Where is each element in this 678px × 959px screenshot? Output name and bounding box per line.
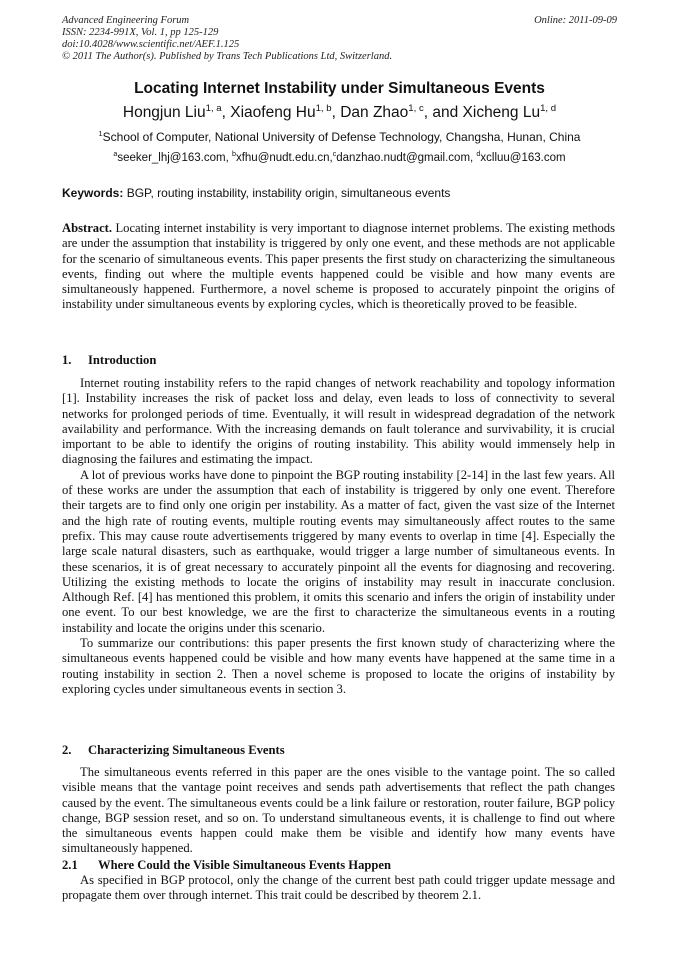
email: $^a$seeker_lhj@163.com, [113,150,232,164]
keywords [62,186,617,200]
paragraph: The simultaneous events referred in this paper are the ones visible to the vantage point. The so called visible means that the vantage point receives and sends path advertisements that reflect the path changes caused by the event. The simultaneous events could be a link failure or restoration, router failure, BGP policy change, BGP session reset, and so on. To understand simultaneous events, it is challenge to find out where the simultaneous events happen could make them be visible and identify how many events have simultaneously happened. [62,765,615,856]
journal-name: Advanced Engineering Forum [62,15,190,26]
section-heading-introduction: 1. Introduction [62,353,157,367]
author: Dan Zhao$^{1, c}$, and [340,102,463,121]
keywords-text: BGP, routing instability, instability origin, simultaneous events [123,186,451,200]
author-list [62,104,617,122]
paragraph: To summarize our contributions: this paper presents the first known study of characterizing where the simultaneous events happened could be visible and how many events have happened at the same time in a routing instability in section 2. Then a novel scheme is proposed to locate the origins of instability by exploring cycles under simultaneous events in section 3. [62,636,615,696]
subsection-2-1-body [62,873,615,904]
keywords-label: Keywords: [62,186,124,200]
abstract [62,221,615,313]
issn-line: ISSN: 2234-991X, Vol. 1, pp 125-129 [62,27,219,38]
email: $^b$xfhu@nudt.edu.cn, [231,150,333,164]
section-heading-characterizing: 2. Characterizing Simultaneous Events [62,743,285,757]
author: Hongjun Liu$^{1, a}$, [122,102,231,121]
author: Xicheng Lu$^{1, d}$ [462,102,557,121]
email: $^d$xclluu@163.com [476,150,566,164]
email: $^c$danzhao.nudt@gmail.com, [332,150,477,164]
copyright-line: © 2011 The Author(s). Published by Trans Tech Publications Ltd, Switzerland. [62,51,393,62]
doi-line: doi:10.4028/www.scientific.net/AEF.1.125 [62,39,240,50]
section-characterizing-body [62,765,615,857]
abstract-label: Abstract. [62,221,113,235]
subsection-heading-2-1: 2.1 Where Could the Visible Simultaneous Events Happen [62,858,391,872]
affiliation: $^1$School of Computer, National University of Defense Technology, Changsha, Hunan, China [98,129,581,144]
author-emails [62,152,617,164]
paper-title: Locating Internet Instability under Simultaneous Events [134,80,545,97]
paragraph: Internet routing instability refers to the rapid changes of network reachability and topology information [1]. Instability increases the risk of packet loss and delay, even leads to loss of connectivity to several networks for prolonged periods of time. Eventually, it will result in widespread degradation of the network availability and performance. With the increasing demands on fault tolerance and survivability, it is crucial important to be able to identify the origins of routing instability. This ability would immensely help in diagnosing the failures and estimating the impact. [62,376,615,467]
author: Xiaofeng Hu$^{1, b}$, [230,102,341,121]
journal-header [62,15,617,63]
section-introduction-body [62,376,615,697]
online-date: Online: 2011-09-09 [534,15,617,26]
paragraph: As specified in BGP protocol, only the change of the current best path could trigger update message and propagate them over through internet. This trait could be described by theorem 2.1. [62,873,615,903]
abstract-text: Locating internet instability is very important to diagnose internet problems. The existing methods are under the assumption that instability is triggered by only one event, and these methods are not applicable for the scenario of simultaneous events. This paper presents the first study on characterizing the simultaneous events, finding out where the multiple events happened could be visible and how many events are simultaneously happened. Furthermore, a novel scheme is proposed to accurately pinpoint the origins of instability under simultaneous events by exploring cycles, which is theoretically proved to be feasible. [62,221,615,312]
paragraph: A lot of previous works have done to pinpoint the BGP routing instability [2-14] in the last few years. All of these works are under the assumption that each of instability is triggered by only one event. Therefore their targets are to find only one origin per instability. As a matter of fact, given the vast size of the Internet and the high rate of routing events, multiple routing events may simultaneously affect routes to the same prefix. This may cause route advertisements triggered by many events to overlap in time [4]. Especially the large scale natural disasters, such as earthquake, would trigger a large number of simultaneous events. In these scenarios, it is of great necessary to accurately pinpoint all the events for diagnosing and recovering. Utilizing the existing methods to locate the origins of instability may result in inaccurate conclusion. Although Ref. [4] has mentioned this problem, it omits this scenario and infers the origin of instability under one event. To our best knowledge, we are the first to characterize the simultaneous events in a routing instability and locate the origins under this scenario. [62,467,615,635]
